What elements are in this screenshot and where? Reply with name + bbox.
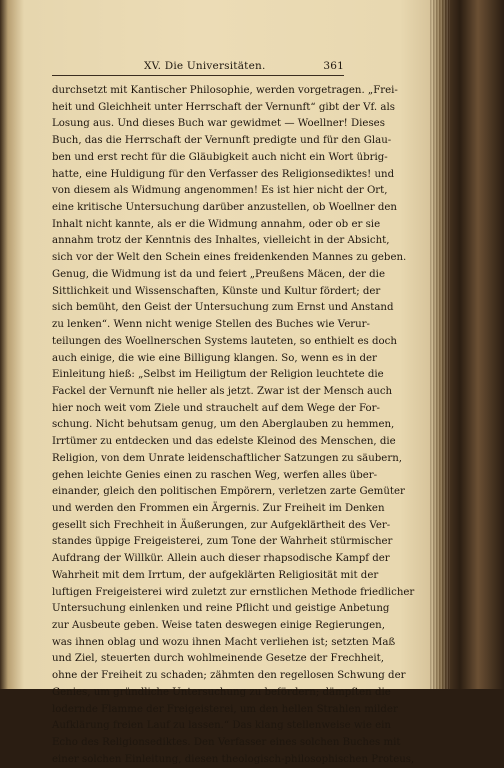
text-line: sich vor der Welt den Schein eines freidenkenden Mannes zu geben. — [52, 252, 407, 264]
page-number: 361 — [323, 60, 344, 72]
text-line: standes üppige Freigeisterei, zum Tone der Wahrheit stürmischer — [52, 536, 393, 548]
text-line: heit und Gleichheit unter Herrschaft der Vernunft“ gibt der Vf. als — [52, 101, 395, 113]
text-line: Losung aus. Und dieses Buch war gewidmet — Woellner! Dieses — [52, 118, 385, 130]
text-line: und Ziel, steuerten durch wohlmeinende Gesetze der Frechheit, — [52, 653, 384, 665]
text-line: von diesem als Widmung angenommen! Es ist hier nicht der Ort, — [52, 185, 388, 197]
text-line: lodernde Flamme der Freigeisterei, um den hellen Strahlen milder — [52, 703, 398, 715]
body-text — [52, 83, 415, 768]
text-line: Einleitung hieß: „Selbst im Heiligtum der Religion leuchtete die — [52, 369, 384, 381]
text-line: Inhalt nicht kannte, als er die Widmung annahm, oder ob er sie — [52, 218, 381, 230]
text-line: eine kritische Untersuchung darüber anzustellen, ob Woellner den — [52, 202, 397, 214]
text-line: Untersuchung einlenken und reine Pflicht und geistige Anbetung — [52, 603, 390, 615]
text-line: Buch, das die Herrschaft der Vernunft predigte und für den Glau- — [52, 135, 392, 147]
text-line: einer solchen Einleitung, diesen theologisch-philosophischen Proteus, — [52, 753, 415, 765]
text-line: Aufklärung freien Lauf zu lassen.“ Das klang stellenweise wie ein — [52, 720, 391, 732]
text-line: was ihnen oblag und wozu ihnen Macht verliehen ist; setzten Maß — [52, 636, 396, 648]
text-line: Echo des Religionsediktes. Den Verfasser eines solchen Buches mit — [52, 737, 401, 749]
text-line: Religion, von dem Unrate leidenschaftlicher Satzungen zu säubern, — [52, 452, 403, 464]
text-line: sich bemüht, den Geist der Untersuchung zum Ernst und Anstand — [52, 302, 394, 314]
text-line: gehen leichte Genies einen zu raschen Weg, werfen alles über- — [52, 469, 378, 481]
text-line: annahm trotz der Kenntnis des Inhaltes, vielleicht in der Absicht, — [52, 235, 390, 247]
text-line: zur Ausbeute geben. Weise taten deswegen einige Regierungen, — [52, 620, 385, 631]
text-line: einander, gleich den politischen Empörern, verletzen zarte Gemüter — [52, 486, 405, 498]
text-line: hatte, eine Huldigung für den Verfasser des Religionsediktes! und — [52, 168, 395, 180]
running-header — [52, 60, 344, 72]
text-line: luftigen Freigeisterei wird zuletzt zur ernstlichen Methode friedlicher — [52, 586, 415, 598]
text-line: ben und erst recht für die Gläubigkeit auch nicht ein Wort übrig- — [52, 151, 388, 163]
text-line: Genies, um gründliche Untersuchung zu befördern; dämpften die — [52, 686, 391, 698]
text-line: Fackel der Vernunft nie heller als jetzt. Zwar ist der Mensch auch — [52, 385, 393, 397]
text-line: gesellt sich Frechheit in Äußerungen, zur Aufgeklärtheit des Ver- — [52, 519, 391, 531]
header-rule — [52, 75, 344, 76]
text-line: zu lenken“. Wenn nicht wenige Stellen des Buches wie Verur- — [52, 319, 370, 331]
text-line: ohne der Freiheit zu schaden; zähmten den regellosen Schwung der — [52, 670, 406, 682]
text-line: teilungen des Woellnerschen Systems lauteten, so enthielt es doch — [52, 335, 397, 347]
page-edge-stack — [430, 0, 450, 689]
text-line: hier noch weit vom Ziele und strauchelt auf dem Wege der For- — [52, 402, 380, 414]
text-line: Genug, die Widmung ist da und feiert „Preußens Mäcen, der die — [52, 268, 385, 280]
text-line: durchsetzt mit Kantischer Philosophie, werden vorgetragen. „Frei- — [52, 85, 398, 96]
text-line: Wahrheit mit dem Irrtum, der aufgeklärten Religiosität mit der — [52, 569, 379, 581]
text-line: Aufdrang der Willkür. Allein auch dieser rhapsodische Kampf der — [52, 553, 390, 565]
text-line: schung. Nicht behutsam genug, um den Aberglauben zu hemmen, — [52, 419, 395, 431]
text-line: und werden den Frommen ein Ärgernis. Zur Freiheit im Denken — [52, 502, 385, 514]
text-line: Irrtümer zu entdecken und das edelste Kleinod des Menschen, die — [52, 436, 396, 448]
text-line: Sittlichkeit und Wissenschaften, Künste und Kultur fördert; der — [52, 285, 381, 297]
text-line: auch einige, die wie eine Billigung klangen. So, wenn es in der — [52, 352, 377, 364]
running-title: XV. Die Universitäten. — [144, 60, 266, 72]
